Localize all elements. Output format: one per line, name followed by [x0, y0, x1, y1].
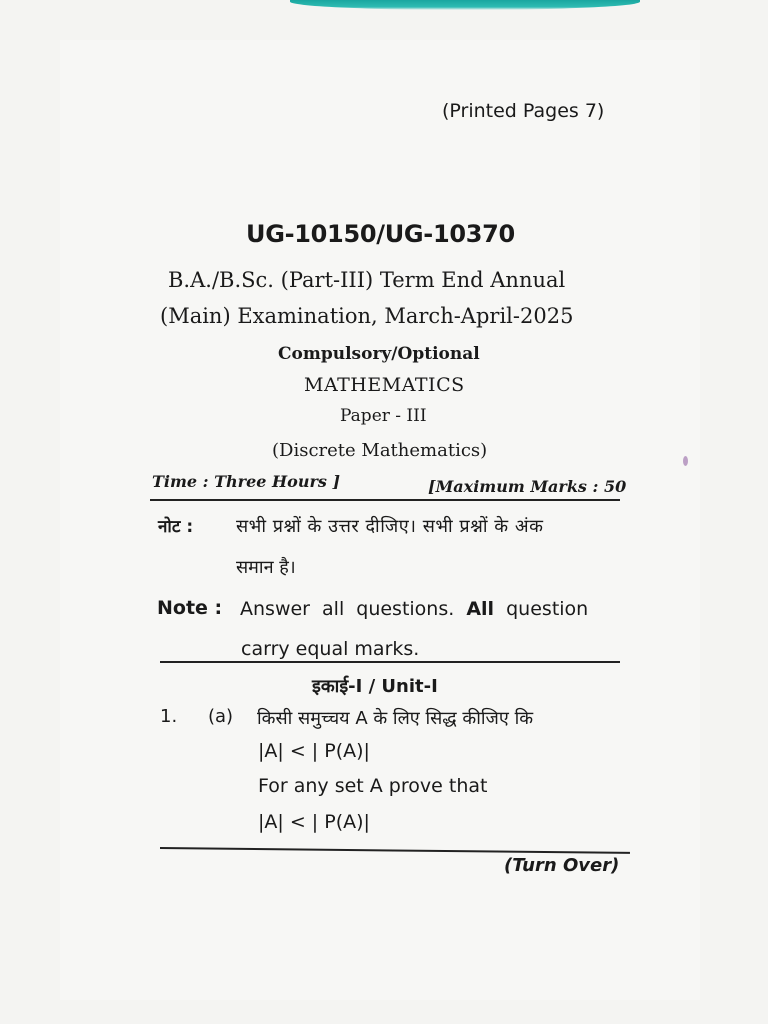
time-allowed: Time : Three Hours ]	[152, 472, 341, 491]
exam-title-line1: B.A./B.Sc. (Part-III) Term End Annual	[168, 268, 566, 292]
question-formula-hindi: |A| < | P(A)|	[258, 740, 370, 762]
question-formula-english: |A| < | P(A)|	[258, 811, 370, 833]
paper-topic: (Discrete Mathematics)	[272, 440, 488, 461]
turn-over: (Turn Over)	[504, 855, 620, 876]
note-english-line1-bold: All	[466, 598, 495, 620]
question-english: For any set A prove that	[258, 775, 488, 797]
note-hindi-line1: सभी प्रश्नों के उत्तर दीजिए। सभी प्रश्नों के अंक	[236, 516, 544, 537]
subject-title: MATHEMATICS	[304, 374, 465, 396]
binder-clip-edge	[290, 0, 640, 10]
question-hindi: किसी समुच्चय A के लिए सिद्ध कीजिए कि	[257, 708, 534, 729]
paper-code: UG-10150/UG-10370	[246, 220, 515, 248]
paper-number: Paper - III	[340, 406, 427, 426]
maximum-marks: [Maximum Marks : 50	[428, 477, 627, 496]
exam-title-line2: (Main) Examination, March-April-2025	[160, 304, 574, 328]
question-number: 1.	[160, 706, 178, 727]
note-english-line1-post: question	[506, 598, 589, 620]
printed-pages: (Printed Pages 7)	[442, 100, 605, 122]
note-english-line1-pre: Answer all questions.	[240, 598, 455, 620]
header-divider	[150, 499, 620, 501]
note-hindi-label: नोट :	[158, 517, 194, 537]
note-divider	[160, 661, 620, 663]
unit-heading: इकाई-I / Unit-I	[312, 676, 438, 697]
note-english-line1	[240, 598, 588, 620]
note-english-line2: carry equal marks.	[241, 638, 420, 660]
question-part: (a)	[208, 706, 234, 727]
note-hindi-line2: समान है।	[236, 557, 296, 578]
compulsory-optional: Compulsory/Optional	[278, 344, 480, 364]
note-english-label: Note :	[157, 597, 223, 619]
ink-speck	[683, 456, 688, 466]
